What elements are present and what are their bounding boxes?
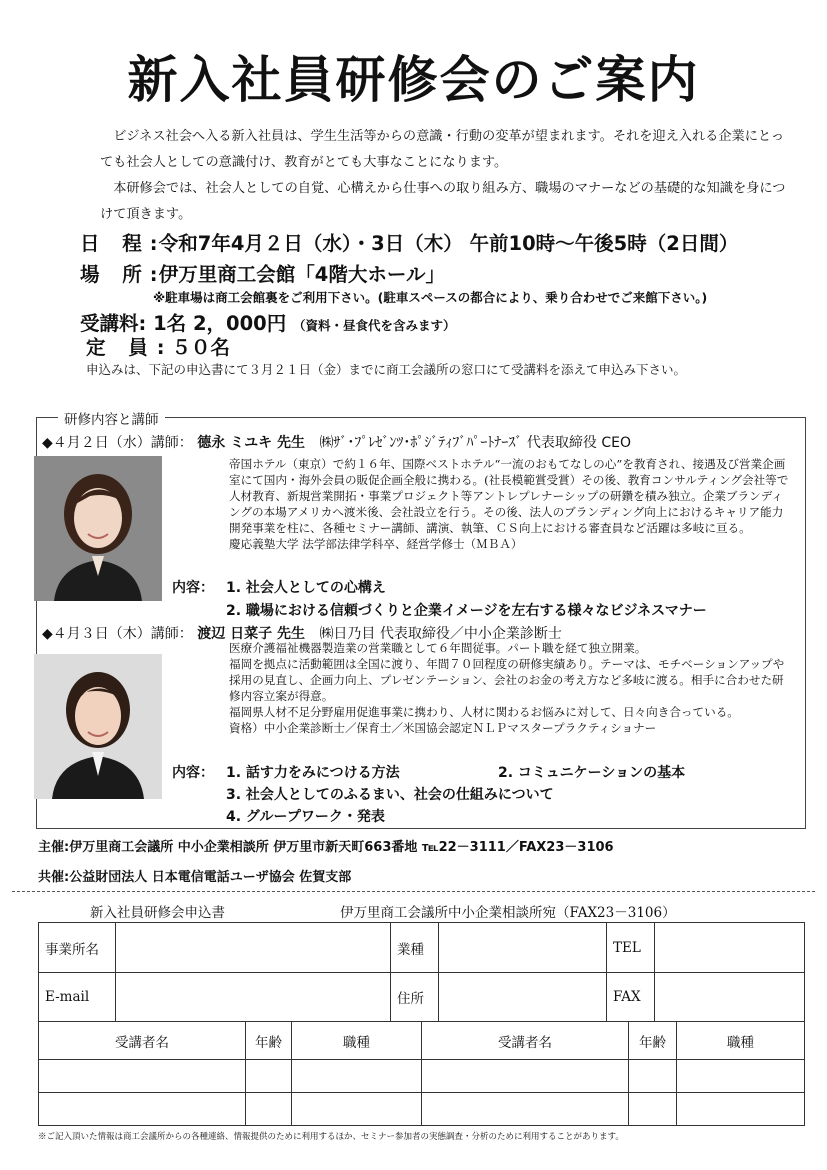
fax-label: FAX xyxy=(607,973,655,1022)
session-1-bio-text: 帝国ホテル（東京）で約１６年、国際ベストホテル“一流のおもてなしの心”を教育され、接遇及び営業企画室にて国内・海外会員の販促企画全般に携わる。(社長模範賞受賞）その後、教育コンサルティング会社等で人材教育、新規営業開拓・事業プロジェクト等アントレプレナーシップの研鑽を積み独立。企業ブランディングの本場アメリカへ渡米後、会社設立を行う。その後、法人のブランディング向上におけるキャリア能力開発事業を柱に、各種セミナー講師、講演、執筆、ＣＳ向上における審査員など活躍は多岐に亘る。 xyxy=(229,457,789,535)
lecturer-2-portrait-icon xyxy=(34,654,162,799)
email-label: E-mail xyxy=(39,973,116,1022)
email-field[interactable] xyxy=(116,973,391,1022)
venue-label: 場 所: xyxy=(80,263,166,286)
capacity-value: : ５０名 xyxy=(156,336,230,359)
co-organizer: 共催:公益財団法人 日本電信電話ユーザ協会 佐賀支部 xyxy=(38,870,352,885)
attendee-age-field[interactable] xyxy=(629,1060,677,1093)
attendee-job-field[interactable] xyxy=(292,1060,422,1093)
fax-field[interactable] xyxy=(655,973,805,1022)
fee-label: 受講料: xyxy=(80,312,147,335)
attendee-job-field[interactable] xyxy=(677,1060,805,1093)
organizer: 主催:伊万里商工会議所 中小企業相談所 伊万里市新天町663番地 ℡22－3111／FAX23－3106 xyxy=(38,840,614,855)
capacity-label: 定 員 xyxy=(86,336,156,359)
apply-note: 申込みは、下記の申込書にて３月２１日（金）までに商工会議所の窓口にて受講料を添えて申込み下さい。 xyxy=(86,362,687,377)
session-2-content-4: 4. グループワーク・発表 xyxy=(226,809,385,825)
lecturer-1-photo xyxy=(34,456,162,601)
session-1-content-1: 1. 社会人としての心構え xyxy=(226,580,386,596)
attendee-job-field[interactable] xyxy=(677,1093,805,1126)
session-1-header xyxy=(42,432,631,452)
attendee-name-field[interactable] xyxy=(422,1060,629,1093)
lecturer-2-photo xyxy=(34,654,162,799)
date-row xyxy=(80,228,738,256)
table-row xyxy=(39,1093,805,1126)
attendee-name-field[interactable] xyxy=(39,1093,246,1126)
session-2-date: ◆４月３日（木）講師： xyxy=(42,626,193,642)
session-1-education: 慶応義塾大学 法学部法律学科卒、経営学修士（ＭＢＡ） xyxy=(229,537,523,551)
lecturer-1-portrait-icon xyxy=(34,456,162,601)
cut-line xyxy=(12,891,815,892)
col-name-1: 受講者名 xyxy=(39,1022,246,1060)
date-label: 日 程: xyxy=(80,232,166,255)
session-1-affiliation: ㈱ｻﾞ･ﾌﾟﾚｾﾞﾝﾂ･ﾎﾟｼﾞﾃｨﾌﾞﾊﾟｰﾄﾅｰｽﾞ 代表取締役 CEO xyxy=(319,435,631,451)
attendee-age-field[interactable] xyxy=(246,1060,292,1093)
office-label: 事業所名 xyxy=(39,923,116,973)
session-2-bio-text-3: 福岡県人材不足分野雇用促進事業に携わり、人材に関わるお悩みに対して、日々向き合っている。 xyxy=(229,705,739,719)
col-job-1: 職種 xyxy=(292,1022,422,1060)
capacity-row xyxy=(86,332,230,360)
fee-value: 1名 2，000円 xyxy=(153,312,287,335)
section-title: 研修内容と講師 xyxy=(58,408,165,428)
application-form xyxy=(38,922,805,1022)
session-2-qualifications: 資格）中小企業診断士／保育士／米国協会認定ＮＬＰマスタープラクティショナー xyxy=(229,721,657,735)
session-2-affiliation: ㈱日乃目 代表取締役／中小企業診断士 xyxy=(319,626,562,642)
form-address-to: 伊万里商工会議所中小企業相談所宛（FAX23－3106） xyxy=(340,905,676,921)
attendee-name-field[interactable] xyxy=(39,1060,246,1093)
attendee-table xyxy=(38,1021,805,1126)
session-2-bio xyxy=(229,640,791,736)
table-row xyxy=(39,1060,805,1093)
session-1-content-label: 内容： xyxy=(172,580,214,596)
parking-note: ※駐車場は商工会館裏をご利用下さい。(駐車スペースの都合により、乗り合わせでご来館下さい。) xyxy=(153,290,708,305)
date-value: 令和7年4月２日（水）・3日（木） 午前10時～午後5時（2日間） xyxy=(158,232,739,255)
session-2-bio-text-2: 福岡を拠点に活動範囲は全国に渡り、年間７０回程度の研修実績あり。テーマは、モチベーションアップや採用の見直し、企画力向上、プレゼンテーション、会社のお金の考え方など多岐に渡る。相手に合わせた研修内容立案が得意。 xyxy=(229,657,785,703)
venue-value: 伊万里商工会館「4階大ホール」 xyxy=(158,263,445,286)
attendee-job-field[interactable] xyxy=(292,1093,422,1126)
session-2-content-2: 2. コミュニケーションの基本 xyxy=(498,765,686,781)
session-1-date: ◆４月２日（水）講師： xyxy=(42,435,193,451)
page-title: 新入社員研修会のご案内 xyxy=(127,51,700,109)
session-1-lecturer: 德永 ミユキ 先生 xyxy=(197,435,305,451)
address-label: 住所 xyxy=(391,973,439,1022)
col-job-2: 職種 xyxy=(677,1022,805,1060)
industry-label: 業種 xyxy=(391,923,439,973)
session-2-content-3: 3. 社会人としてのふるまい、社会の仕組みについて xyxy=(226,787,554,803)
session-2-content-1: 1. 話す力をみにつける方法 xyxy=(226,765,400,781)
session-1-content-2: 2. 職場における信頼づくりと企業イメージを左右する様々なビジネスマナー xyxy=(226,603,707,619)
intro-text xyxy=(100,124,795,228)
industry-field[interactable] xyxy=(439,923,607,973)
intro-paragraph-1: ビジネス社会へ入る新入社員は、学生生活等からの意識・行動の変革が望まれます。それを迎え入れる企業にとっても社会人としての意識付け、教育がとても大事なことになります。 xyxy=(100,129,785,170)
fee-note: （資料・昼食代を含みます） xyxy=(293,318,456,333)
office-field[interactable] xyxy=(116,923,391,973)
form-title: 新入社員研修会申込書 xyxy=(90,905,225,921)
col-age-1: 年齢 xyxy=(246,1022,292,1060)
col-name-2: 受講者名 xyxy=(422,1022,629,1060)
session-2-lecturer: 渡辺 日菜子 先生 xyxy=(197,626,305,642)
venue-row xyxy=(80,259,445,287)
tel-label: TEL xyxy=(607,923,655,973)
attendee-age-field[interactable] xyxy=(629,1093,677,1126)
intro-paragraph-2: 本研修会では、社会人としての自覚、心構えから仕事への取り組み方、職場のマナーなどの基礎的な知識を身につけて頂きます。 xyxy=(100,181,786,222)
tel-field[interactable] xyxy=(655,923,805,973)
address-field[interactable] xyxy=(439,973,607,1022)
attendee-age-field[interactable] xyxy=(246,1093,292,1126)
col-age-2: 年齢 xyxy=(629,1022,677,1060)
session-1-bio xyxy=(229,456,791,552)
attendee-name-field[interactable] xyxy=(422,1093,629,1126)
disclaimer: ※ご記入頂いた情報は商工会議所からの各種連絡、情報提供のために利用するほか、セミナー参加者の実態調査・分析のために利用することがあります。 xyxy=(38,1132,624,1142)
session-2-content-label: 内容： xyxy=(172,765,214,781)
session-2-bio-text: 医療介護福祉機器製造業の営業職として６年間従事。パート職を経て独立開業。 xyxy=(229,641,647,655)
